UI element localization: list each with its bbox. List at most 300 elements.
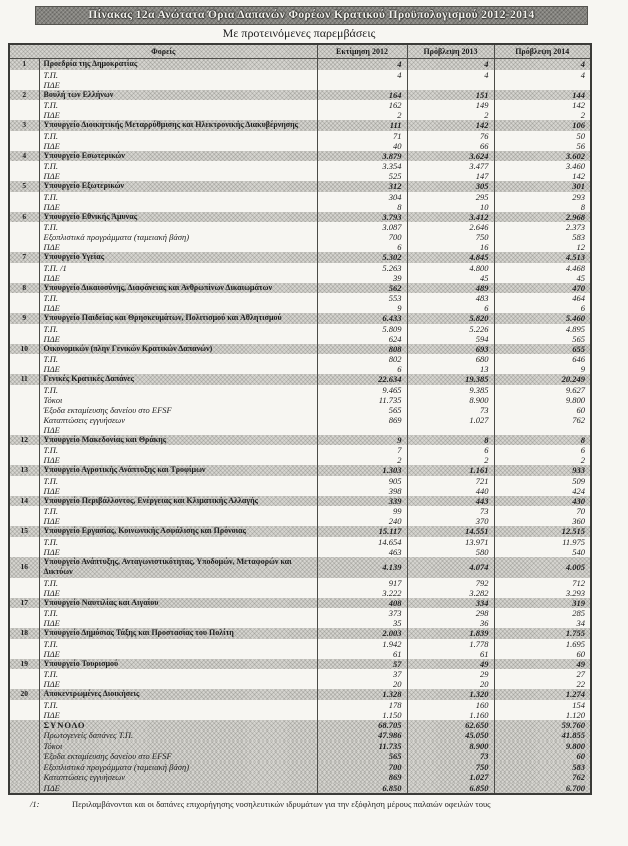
row-number-empty xyxy=(9,700,39,710)
sub-value: 440 xyxy=(407,486,494,496)
entity-name: Υπουργείο Τουρισμού xyxy=(39,659,317,670)
sub-label: ΠΔΕ xyxy=(39,202,317,212)
row-number-empty xyxy=(9,618,39,628)
sub-value: 5.263 xyxy=(317,263,407,273)
sub-value: 60 xyxy=(494,649,591,659)
entity-total-value: 1.755 xyxy=(494,628,591,639)
sub-value: 147 xyxy=(407,171,494,181)
summary-label: ΠΔΕ xyxy=(39,783,317,795)
sub-label: Τ.Π. xyxy=(39,354,317,364)
row-number-empty xyxy=(9,141,39,151)
sub-value: 9.385 xyxy=(407,385,494,395)
sub-value: 1.160 xyxy=(407,710,494,720)
summary-value: 700 xyxy=(317,762,407,773)
sub-value: 4.895 xyxy=(494,324,591,334)
entity-total-value: 22.634 xyxy=(317,374,407,385)
row-number-empty xyxy=(9,293,39,303)
summary-value: 47.986 xyxy=(317,730,407,741)
row-number-empty xyxy=(9,324,39,334)
sub-label: ΠΔΕ xyxy=(39,171,317,181)
summary-label: Πρωτογενείς δαπάνες Τ.Π. xyxy=(39,730,317,741)
entity-total-value: 4.513 xyxy=(494,252,591,263)
sub-label: Εξοπλιστικά προγράμματα (ταμειακή βάση) xyxy=(39,232,317,242)
entity-number: 13 xyxy=(9,465,39,476)
sub-value: 12 xyxy=(494,242,591,252)
sub-label: Τ.Π. xyxy=(39,293,317,303)
row-number-empty xyxy=(9,405,39,415)
sub-value: 3.460 xyxy=(494,161,591,171)
sub-value: 2.646 xyxy=(407,222,494,232)
sub-label: ΠΔΕ xyxy=(39,364,317,374)
entity-name: Υπουργείο Παιδείας και Θρησκευμάτων, Πολιτισμού και Αθλητισμού xyxy=(39,313,317,324)
summary-row xyxy=(9,730,591,741)
entity-name: Υπουργείο Εργασίας, Κοινωνικής Ασφάλισης και Πρόνοιας xyxy=(39,526,317,537)
entity-number: 15 xyxy=(9,526,39,537)
sub-value: 34 xyxy=(494,618,591,628)
summary-row xyxy=(9,762,591,773)
sub-label: Τ.Π. xyxy=(39,537,317,547)
sub-row xyxy=(9,385,591,395)
sub-label: Τ.Π. xyxy=(39,506,317,516)
sub-value: 398 xyxy=(317,486,407,496)
entity-number: 17 xyxy=(9,598,39,609)
sub-value: 99 xyxy=(317,506,407,516)
footnote-text: Περιλαμβάνονται και οι δαπάνες επιχορήγησης νοσηλευτικών ιδρυμάτων για την εξόφληση μέρους παλαιών οφειλών τους xyxy=(72,799,491,809)
row-number-empty xyxy=(9,537,39,547)
summary-total-row xyxy=(9,720,591,731)
header-row xyxy=(9,44,591,59)
entity-total-value: 20.249 xyxy=(494,374,591,385)
entity-total-value: 655 xyxy=(494,344,591,355)
entity-total-value: 4 xyxy=(407,59,494,70)
sub-value: 2 xyxy=(494,455,591,465)
summary-row xyxy=(9,783,591,795)
entity-total-value: 305 xyxy=(407,181,494,192)
sub-value: 6 xyxy=(317,364,407,374)
sub-row xyxy=(9,649,591,659)
entity-total-value: 4.005 xyxy=(494,557,591,578)
sub-row xyxy=(9,608,591,618)
summary-value: 6.850 xyxy=(317,783,407,795)
sub-value: 2 xyxy=(317,110,407,120)
row-number-empty xyxy=(9,303,39,313)
summary-value: 8.900 xyxy=(407,741,494,752)
sub-row xyxy=(9,578,591,588)
entity-row xyxy=(9,465,591,476)
budget-table xyxy=(8,43,592,795)
table-header xyxy=(9,44,591,59)
entity-total-value: 1.839 xyxy=(407,628,494,639)
sub-value: 60 xyxy=(494,405,591,415)
summary-value: 762 xyxy=(494,772,591,783)
entity-name: Υπουργείο Αγροτικής Ανάπτυξης και Τροφίμων xyxy=(39,465,317,476)
entity-row xyxy=(9,59,591,70)
entity-total-value: 106 xyxy=(494,120,591,131)
sub-row xyxy=(9,618,591,628)
sub-value: 154 xyxy=(494,700,591,710)
entity-name: Υπουργείο Μακεδονίας και Θράκης xyxy=(39,435,317,446)
entity-total-value: 3.879 xyxy=(317,151,407,162)
sub-value: 29 xyxy=(407,669,494,679)
entity-name: Υπουργείο Ναυτιλίας και Αιγαίου xyxy=(39,598,317,609)
sub-label: Τ.Π. xyxy=(39,324,317,334)
sub-row xyxy=(9,70,591,80)
sub-value: 6 xyxy=(494,303,591,313)
entity-row xyxy=(9,344,591,355)
summary-value: 6.850 xyxy=(407,783,494,795)
sub-value: 45 xyxy=(494,273,591,283)
row-number-empty xyxy=(9,516,39,526)
sub-value: 464 xyxy=(494,293,591,303)
entity-total-value: 693 xyxy=(407,344,494,355)
sub-value: 700 xyxy=(317,232,407,242)
sub-label: Τόκοι xyxy=(39,395,317,405)
summary-value: 59.760 xyxy=(494,720,591,731)
entity-number: 1 xyxy=(9,59,39,70)
row-number-empty xyxy=(9,131,39,141)
sub-value: 9.465 xyxy=(317,385,407,395)
sub-label: ΠΔΕ xyxy=(39,334,317,344)
row-number-empty xyxy=(9,486,39,496)
sub-row xyxy=(9,354,591,364)
sub-row xyxy=(9,110,591,120)
entity-total-value: 151 xyxy=(407,90,494,101)
sub-value: 4.800 xyxy=(407,263,494,273)
row-number-empty xyxy=(9,547,39,557)
entity-total-value: 4 xyxy=(494,59,591,70)
sub-label: ΠΔΕ xyxy=(39,455,317,465)
sub-value: 37 xyxy=(317,669,407,679)
entity-row xyxy=(9,283,591,294)
sub-value: 9 xyxy=(494,364,591,374)
row-number-empty xyxy=(9,425,39,435)
sub-value: 680 xyxy=(407,354,494,364)
sub-label: ΠΔΕ xyxy=(39,679,317,689)
sub-row xyxy=(9,588,591,598)
sub-label: ΠΔΕ xyxy=(39,516,317,526)
row-number-empty xyxy=(9,171,39,181)
sub-row xyxy=(9,141,591,151)
sub-value: 565 xyxy=(494,334,591,344)
entity-number: 7 xyxy=(9,252,39,263)
sub-row xyxy=(9,445,591,455)
sub-label: ΠΔΕ xyxy=(39,242,317,252)
entity-number: 6 xyxy=(9,212,39,223)
sub-value: 4 xyxy=(407,70,494,80)
row-number-empty xyxy=(9,476,39,486)
sub-value: 10 xyxy=(407,202,494,212)
row-number-empty xyxy=(9,588,39,598)
entity-row xyxy=(9,374,591,385)
entity-name: Υπουργείο Περιβάλλοντος, Ενέργειας και Κλιματικής Αλλαγής xyxy=(39,496,317,507)
sub-value: 20 xyxy=(407,679,494,689)
entity-row xyxy=(9,496,591,507)
summary-value: 9.800 xyxy=(494,741,591,752)
summary-label: Εξοπλιστικά προγράμματα (ταμειακή βάση) xyxy=(39,762,317,773)
sub-row xyxy=(9,161,591,171)
footnote-marker: /1: xyxy=(30,799,40,809)
entity-total-value: 408 xyxy=(317,598,407,609)
entity-total-value: 4.074 xyxy=(407,557,494,578)
sub-value: 721 xyxy=(407,476,494,486)
sub-value: 6 xyxy=(407,445,494,455)
sub-row xyxy=(9,669,591,679)
sub-value: 594 xyxy=(407,334,494,344)
entity-name: Γενικές Κρατικές Δαπάνες xyxy=(39,374,317,385)
entity-total-value: 1.274 xyxy=(494,689,591,700)
row-number-empty xyxy=(9,110,39,120)
sub-value xyxy=(494,425,591,435)
sub-value: 624 xyxy=(317,334,407,344)
row-number-empty xyxy=(9,80,39,90)
summary-value: 750 xyxy=(407,762,494,773)
row-number-empty xyxy=(9,364,39,374)
sub-label: Έξοδα εκταμίευσης δανείου στο EFSF xyxy=(39,405,317,415)
entity-row xyxy=(9,526,591,537)
sub-value: 11.975 xyxy=(494,537,591,547)
sub-value: 4 xyxy=(317,70,407,80)
row-number-empty xyxy=(9,70,39,80)
sub-label: ΠΔΕ xyxy=(39,649,317,659)
sub-value: 13.971 xyxy=(407,537,494,547)
sub-value: 1.120 xyxy=(494,710,591,720)
sub-value: 66 xyxy=(407,141,494,151)
sub-value: 2 xyxy=(494,110,591,120)
row-number-empty xyxy=(9,263,39,273)
sub-row xyxy=(9,273,591,283)
summary-value: 869 xyxy=(317,772,407,783)
sub-value: 71 xyxy=(317,131,407,141)
sub-row xyxy=(9,334,591,344)
sub-label: ΠΔΕ xyxy=(39,303,317,313)
entity-total-value: 5.302 xyxy=(317,252,407,263)
sub-value: 646 xyxy=(494,354,591,364)
summary-row xyxy=(9,772,591,783)
sub-label: ΠΔΕ xyxy=(39,273,317,283)
sub-value xyxy=(407,80,494,90)
entity-name: Υπουργείο Δημόσιας Τάξης και Προστασίας του Πολίτη xyxy=(39,628,317,639)
entity-total-value: 144 xyxy=(494,90,591,101)
entity-total-value: 312 xyxy=(317,181,407,192)
sub-label: ΠΔΕ xyxy=(39,547,317,557)
sub-value: 9 xyxy=(317,303,407,313)
sub-row xyxy=(9,700,591,710)
sub-value: 3.282 xyxy=(407,588,494,598)
column-header-entities: Φορείς xyxy=(9,44,317,59)
sub-value: 8.900 xyxy=(407,395,494,405)
row-number-empty xyxy=(9,783,39,795)
sub-value xyxy=(317,425,407,435)
sub-value: 36 xyxy=(407,618,494,628)
sub-value: 9.800 xyxy=(494,395,591,405)
entity-total-value: 14.551 xyxy=(407,526,494,537)
sub-row xyxy=(9,364,591,374)
entity-number: 2 xyxy=(9,90,39,101)
sub-value: 142 xyxy=(494,100,591,110)
sub-value: 13 xyxy=(407,364,494,374)
sub-value: 295 xyxy=(407,192,494,202)
column-header-forecast-2013: Πρόβλεψη 2013 xyxy=(407,44,494,59)
summary-value: 62.650 xyxy=(407,720,494,731)
sub-row xyxy=(9,476,591,486)
row-number-empty xyxy=(9,741,39,752)
row-number-empty xyxy=(9,751,39,762)
entity-total-value: 1.320 xyxy=(407,689,494,700)
row-number-empty xyxy=(9,506,39,516)
summary-value: 60 xyxy=(494,751,591,762)
entity-total-value: 489 xyxy=(407,283,494,294)
row-number-empty xyxy=(9,608,39,618)
sub-value: 160 xyxy=(407,700,494,710)
entity-total-value: 319 xyxy=(494,598,591,609)
sub-label: ΠΔΕ xyxy=(39,710,317,720)
sub-label: Τ.Π. xyxy=(39,385,317,395)
entity-name: Υπουργείο Υγείας xyxy=(39,252,317,263)
sub-label: ΠΔΕ xyxy=(39,486,317,496)
summary-value: 6.700 xyxy=(494,783,591,795)
entity-total-value: 111 xyxy=(317,120,407,131)
sub-row xyxy=(9,324,591,334)
sub-label: Τ.Π. xyxy=(39,161,317,171)
row-number-empty xyxy=(9,578,39,588)
sub-value: 298 xyxy=(407,608,494,618)
summary-value: 583 xyxy=(494,762,591,773)
row-number-empty xyxy=(9,455,39,465)
row-number-empty xyxy=(9,334,39,344)
entity-number: 20 xyxy=(9,689,39,700)
sub-value: 1.942 xyxy=(317,639,407,649)
entity-row xyxy=(9,151,591,162)
sub-value: 6 xyxy=(494,445,591,455)
sub-value: 1.695 xyxy=(494,639,591,649)
entity-name: Προεδρία της Δημοκρατίας xyxy=(39,59,317,70)
sub-label: Τ.Π. xyxy=(39,131,317,141)
sub-value: 61 xyxy=(317,649,407,659)
summary-row xyxy=(9,741,591,752)
sub-value: 3.087 xyxy=(317,222,407,232)
sub-value: 1.150 xyxy=(317,710,407,720)
sub-value: 9.627 xyxy=(494,385,591,395)
summary-value: 73 xyxy=(407,751,494,762)
entity-name: Υπουργείο Εθνικής Άμυνας xyxy=(39,212,317,223)
entity-total-value: 3.412 xyxy=(407,212,494,223)
sub-label: ΠΔΕ xyxy=(39,80,317,90)
entity-row xyxy=(9,435,591,446)
sub-row xyxy=(9,455,591,465)
entity-number: 8 xyxy=(9,283,39,294)
sub-value: 50 xyxy=(494,131,591,141)
sub-row xyxy=(9,547,591,557)
entity-total-value: 4.139 xyxy=(317,557,407,578)
entity-total-value: 9 xyxy=(317,435,407,446)
table-subtitle: Με προτεινόμενες παρεμβάσεις xyxy=(222,26,376,40)
entity-row xyxy=(9,557,591,578)
sub-value: 16 xyxy=(407,242,494,252)
row-number-empty xyxy=(9,395,39,405)
sub-value: 360 xyxy=(494,516,591,526)
entity-total-value: 443 xyxy=(407,496,494,507)
sub-value: 14.654 xyxy=(317,537,407,547)
entity-total-value: 5.820 xyxy=(407,313,494,324)
sub-value: 802 xyxy=(317,354,407,364)
sub-row xyxy=(9,537,591,547)
sub-value: 304 xyxy=(317,192,407,202)
sub-value: 2 xyxy=(317,455,407,465)
sub-row xyxy=(9,415,591,425)
entity-row xyxy=(9,212,591,223)
summary-label: ΣΥΝΟΛΟ xyxy=(39,720,317,731)
summary-value: 41.855 xyxy=(494,730,591,741)
entity-total-value: 6.433 xyxy=(317,313,407,324)
sub-value: 35 xyxy=(317,618,407,628)
sub-label: Τ.Π. xyxy=(39,476,317,486)
entity-row xyxy=(9,252,591,263)
sub-value: 56 xyxy=(494,141,591,151)
entity-total-value: 5.460 xyxy=(494,313,591,324)
footnote xyxy=(30,799,590,809)
table-body xyxy=(9,59,591,795)
sub-value: 39 xyxy=(317,273,407,283)
sub-value: 2.373 xyxy=(494,222,591,232)
sub-row xyxy=(9,639,591,649)
entity-total-value: 3.602 xyxy=(494,151,591,162)
entity-total-value: 8 xyxy=(494,435,591,446)
entity-total-value: 57 xyxy=(317,659,407,670)
summary-label: Έξοδα εκταμίευσης δανείου στο EFSF xyxy=(39,751,317,762)
sub-row xyxy=(9,679,591,689)
sub-label: Τ.Π. xyxy=(39,100,317,110)
row-number-empty xyxy=(9,273,39,283)
sub-label: ΠΔΕ xyxy=(39,618,317,628)
sub-value: 370 xyxy=(407,516,494,526)
entity-number: 18 xyxy=(9,628,39,639)
sub-row xyxy=(9,486,591,496)
entity-total-value: 562 xyxy=(317,283,407,294)
sub-value: 869 xyxy=(317,415,407,425)
row-number-empty xyxy=(9,639,39,649)
sub-row xyxy=(9,232,591,242)
summary-row xyxy=(9,751,591,762)
sub-row xyxy=(9,222,591,232)
sub-row xyxy=(9,100,591,110)
sub-label: Τ.Π. xyxy=(39,222,317,232)
sub-label: Τ.Π. xyxy=(39,608,317,618)
row-number-empty xyxy=(9,415,39,425)
entity-name: Υπουργείο Διοικητικής Μεταρρύθμισης και Ηλεκτρονικής Διακυβέρνησης xyxy=(39,120,317,131)
row-number-empty xyxy=(9,100,39,110)
sub-label: ΠΔΕ xyxy=(39,425,317,435)
entity-total-value: 3.624 xyxy=(407,151,494,162)
sub-row xyxy=(9,506,591,516)
row-number-empty xyxy=(9,762,39,773)
sub-value: 8 xyxy=(494,202,591,212)
entity-total-value: 19.385 xyxy=(407,374,494,385)
sub-value: 285 xyxy=(494,608,591,618)
entity-total-value: 164 xyxy=(317,90,407,101)
entity-total-value: 49 xyxy=(494,659,591,670)
sub-label: Καταπτώσεις εγγυήσεων xyxy=(39,415,317,425)
row-number-empty xyxy=(9,192,39,202)
row-number-empty xyxy=(9,222,39,232)
row-number-empty xyxy=(9,161,39,171)
summary-value: 45.050 xyxy=(407,730,494,741)
sub-label: Τ.Π. xyxy=(39,669,317,679)
row-number-empty xyxy=(9,730,39,741)
entity-total-value: 142 xyxy=(407,120,494,131)
row-number-empty xyxy=(9,720,39,731)
sub-value: 5.226 xyxy=(407,324,494,334)
summary-value: 68.705 xyxy=(317,720,407,731)
